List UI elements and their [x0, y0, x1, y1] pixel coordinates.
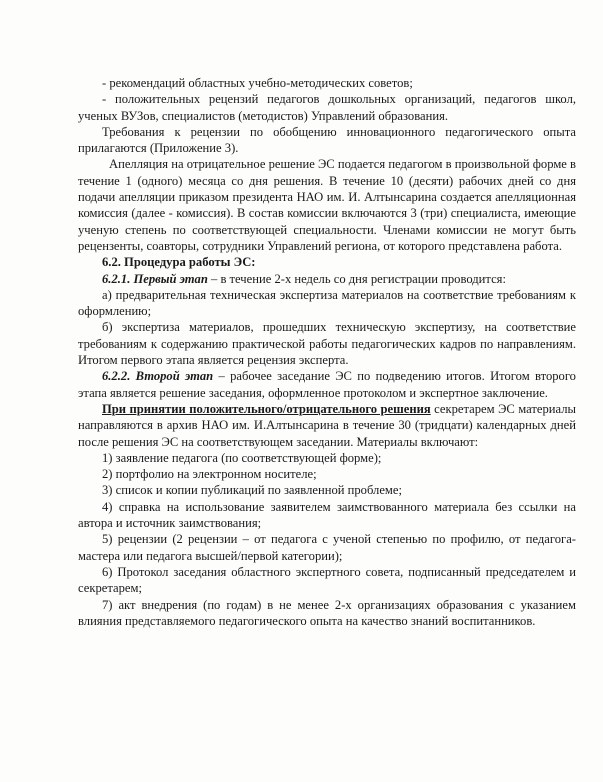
- list-item-3: 3) список и копии публикаций по заявленной проблеме;: [102, 483, 402, 498]
- decision-text: секретарем ЭС материалы направляются в архив НАО им. И.Алтынсарина в течение 30 (тридцати) календарных дней после решения ЭС на соответствующем заседании. Материалы включают:: [78, 401, 576, 449]
- paragraph-reviews: - положительных рецензий педагогов дошкольных организаций, педагогов школ, ученых ВУЗов, специалистов (методистов) Управлений образования.: [78, 92, 576, 123]
- first-stage-text: – в течение 2-х недель со дня регистрации проводится:: [207, 271, 506, 286]
- document-body: [78, 75, 576, 629]
- paragraph-item-a: а) предварительная техническая экспертиза материалов на соответствие требованиям к оформлению;: [78, 287, 576, 319]
- decision-title: При принятии положительного/отрицательного решения: [102, 401, 431, 416]
- paragraph-item-b: б) экспертиза материалов, прошедших техническую экспертизу, на соответствие требованиям к содержанию практической работы педагогических кадров по направлениям. Итогом первого этапа является рецензия эксперта.: [78, 320, 576, 368]
- paragraph-first-stage: [78, 271, 576, 287]
- section-heading-6-2: 6.2. Процедура работы ЭС:: [102, 255, 256, 270]
- first-stage-title: 6.2.1. Первый этап: [102, 271, 208, 286]
- second-stage-title: 6.2.2. Второй этап: [102, 369, 214, 384]
- list-item-1: 1) заявление педагога (по соответствующей форме);: [102, 450, 382, 465]
- paragraph-review-requirements: Требования к рецензии по обобщению инновационного педагогического опыта прилагаются (Приложение 3).: [78, 124, 576, 156]
- list-item-2: 2) портфолио на электронном носителе;: [102, 467, 317, 482]
- list-item-4: 4) справка на использование заявителем заимствованного материала без ссылки на автора и источник заимствования;: [78, 499, 576, 531]
- second-stage-text: – рабочее заседание ЭС по подведению итогов. Итогом второго этапа является решение заседания, оформленное протоколом и экспертное заключение.: [78, 369, 576, 400]
- paragraph-decision: [78, 401, 576, 450]
- list-item-7: 7) акт внедрения (по годам) в не менее 2-х организациях образования с указанием влияния представляемого педагогического опыта на качество знаний воспитанников.: [78, 597, 576, 628]
- paragraph-recommendations: - рекомендаций областных учебно-методических советов;: [102, 76, 413, 90]
- paragraph-second-stage: [78, 368, 576, 401]
- list-item-5: 5) рецензии (2 рецензии – от педагога с ученой степенью по профилю, от педагога-мастера или педагога высшей/первой категории);: [78, 532, 576, 563]
- list-item-6: 6) Протокол заседания областного экспертного совета, подписанный председателем и секретарем;: [78, 564, 576, 596]
- paragraph-appeal: Апелляция на отрицательное решение ЭС подается педагогом в произвольной форме в течение 1 (одного) месяца со дня решения. В течение 10 (десяти) рабочих дней со дня подачи апелляции приказом президента НАО им. И. Алтынсарина создается апелляционная комиссия (далее - комиссия). В состав комиссии включаются 3 (три) специалиста, имеющие ученую степень по соответствующей специальности. Членами комиссии не могут быть рецензенты, соавторы, сотрудники Управлений региона, от которого представлена работа.: [78, 157, 576, 253]
